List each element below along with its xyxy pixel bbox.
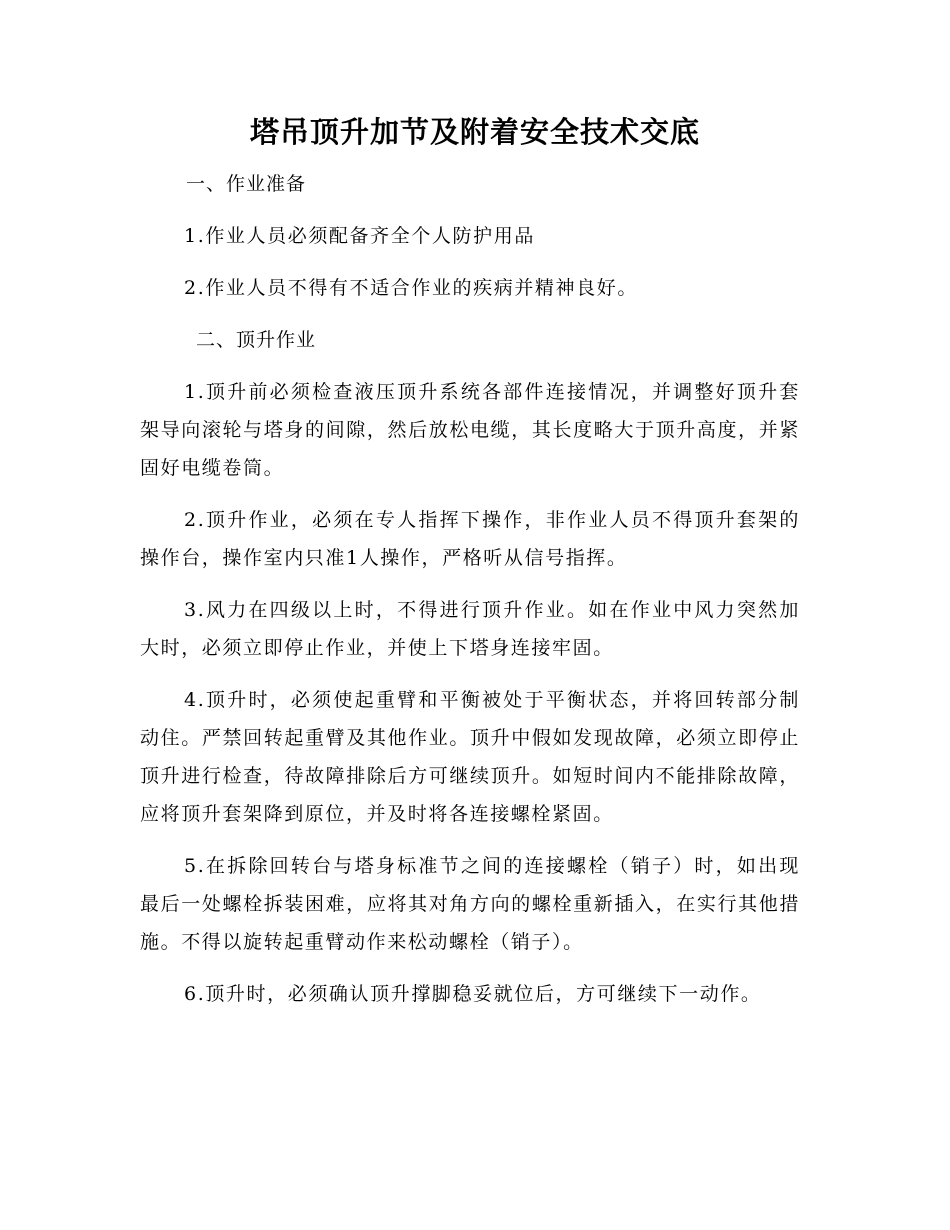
section-jacking xyxy=(140,321,800,1013)
list-item: 2.作业人员不得有不适合作业的疾病并精神良好。 xyxy=(184,277,638,299)
list-item: 2.顶升作业，必须在专人指挥下操作，非作业人员不得顶升套架的操作台，操作室内只准1人操作，严格听从信号指挥。 xyxy=(140,509,800,569)
list-item: 1.作业人员必须配备齐全个人防护用品 xyxy=(184,225,535,247)
list-item: 5.在拆除回转台与塔身标准节之间的连接螺栓（销子）时，如出现最后一处螺栓拆装困难，应将其对角方向的螺栓重新插入，在实行其他措施。不得以旋转起重臂动作来松动螺栓（销子）。 xyxy=(140,855,800,953)
document-body xyxy=(140,165,800,1027)
section-heading: 二、顶升作业 xyxy=(196,329,317,351)
section-preparation xyxy=(140,165,800,307)
list-item: 6.顶升时，必须确认顶升撑脚稳妥就位后，方可继续下一动作。 xyxy=(184,983,762,1005)
list-item: 4.顶升时，必须使起重臂和平衡被处于平衡状态，并将回转部分制动住。严禁回转起重臂及其他作业。顶升中假如发现故障，必须立即停止顶升进行检查，待故障排除后方可继续顶升。如短时间内不能排除故障，应将顶升套架降到原位，并及时将各连接螺栓紧固。 xyxy=(140,689,800,825)
section-heading: 一、作业准备 xyxy=(186,173,307,195)
list-item: 3.风力在四级以上时，不得进行顶升作业。如在作业中风力突然加大时，必须立即停止作业，并使上下塔身连接牢固。 xyxy=(140,599,800,659)
list-item: 1.顶升前必须检查液压顶升系统各部件连接情况，并调整好顶升套架导向滚轮与塔身的间隙，然后放松电缆，其长度略大于顶升高度，并紧固好电缆卷筒。 xyxy=(140,381,800,479)
document-title: 塔吊顶升加节及附着安全技术交底 xyxy=(249,115,700,149)
